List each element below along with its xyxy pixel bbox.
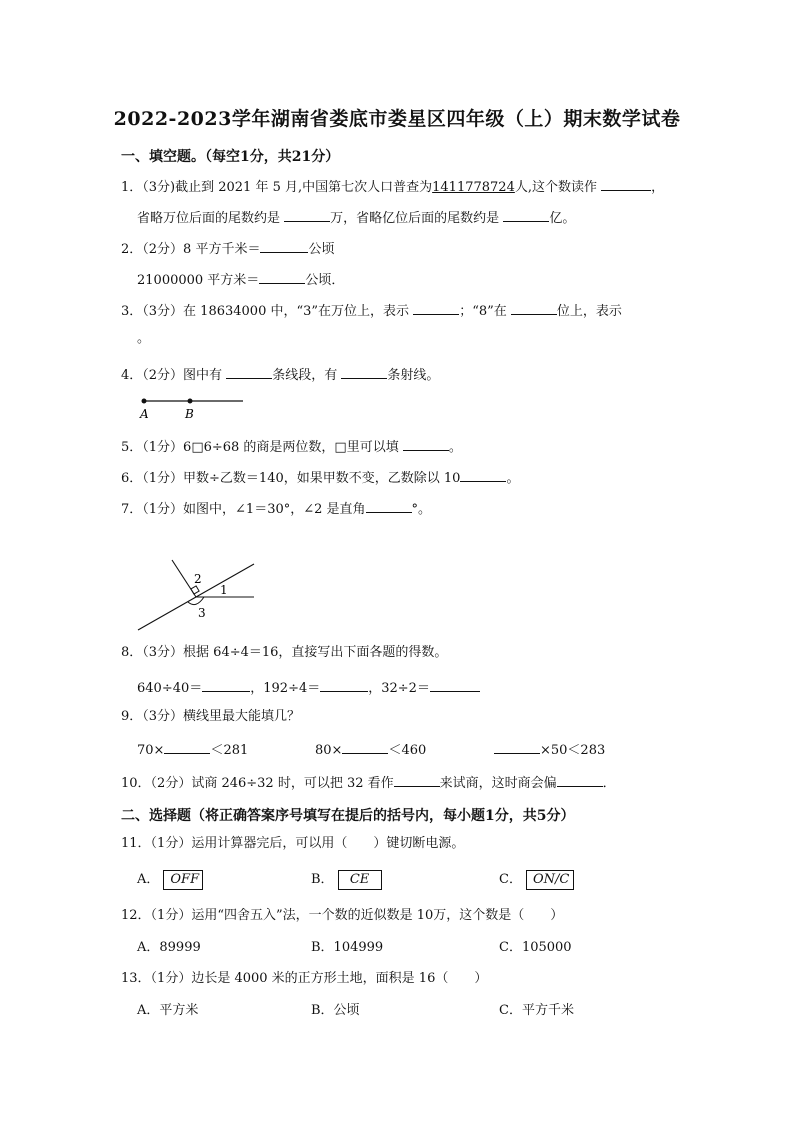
q11-key-off: OFF	[163, 870, 203, 890]
q1-line2-b: 万，省略亿位后面的尾数约是	[330, 211, 500, 226]
q4-point-a	[142, 399, 147, 404]
q12-option-a[interactable]: A．89999	[137, 940, 201, 955]
q3-blank-2[interactable]	[511, 300, 557, 315]
q2-text-a: 2．（2分）8 平方千米＝	[121, 242, 261, 257]
question-6	[121, 467, 519, 488]
q9-blank-1[interactable]	[164, 739, 210, 754]
q3-text-b: ；“8”在	[459, 304, 507, 319]
q6-text-b: 。	[506, 471, 520, 486]
question-8-answers	[137, 677, 480, 698]
question-1-line-2	[137, 207, 575, 228]
q4-label-b: B	[185, 407, 194, 421]
q11-key-onc: ON/C	[526, 870, 574, 890]
q12-option-b[interactable]: B．104999	[311, 940, 384, 955]
q1-line2-a: 省略万位后面的尾数约是	[137, 211, 281, 226]
q4-label-a: A	[140, 407, 149, 421]
q3-blank-1[interactable]	[413, 300, 459, 315]
section-1-heading: 一、填空题。（每空1分，共21分）	[121, 149, 340, 165]
q2-text-b: 公顷	[308, 242, 335, 257]
q4-line-figure	[138, 390, 248, 422]
question-4	[121, 364, 439, 385]
q10-blank-2[interactable]	[557, 772, 603, 787]
q8-blank-3[interactable]	[430, 677, 480, 692]
q4-blank-1[interactable]	[226, 364, 272, 379]
q4-point-b	[188, 399, 193, 404]
q9-item-2-a: 80×	[315, 743, 343, 758]
q1-text-c: ，	[651, 180, 665, 195]
q7-angle-1-label: 1	[220, 583, 228, 597]
question-1	[121, 176, 664, 197]
q4-text-c: 条射线。	[387, 368, 440, 383]
section-2-heading: 二、选择题（将正确答案序号填写在提后的括号内，每小题1分，共5分）	[121, 808, 575, 824]
q11-option-a-label: A．	[137, 872, 160, 887]
q9-item-3-b: ×50＜283	[540, 743, 606, 758]
exam-title: 2022-2023学年湖南省娄底市娄星区四年级（上）期末数学试卷	[113, 108, 681, 130]
q7-angle-3-label: 3	[198, 606, 206, 620]
q8-blank-2[interactable]	[320, 677, 368, 692]
q9-item-2-b: ＜460	[388, 743, 427, 758]
q9-item-2	[315, 739, 426, 760]
q11-option-b[interactable]	[311, 870, 382, 890]
q8-part-2: ，192÷4＝	[250, 681, 321, 696]
q2-text-d: 公顷．	[305, 273, 345, 288]
question-3	[121, 300, 622, 321]
q2-blank-1[interactable]	[260, 238, 308, 253]
q1-blank-2[interactable]	[284, 207, 330, 222]
q1-line2-c: 亿。	[549, 211, 576, 226]
q10-text-b: 来试商，这时商会偏	[439, 776, 557, 791]
q9-item-3	[494, 739, 605, 760]
q5-text-b: 。	[448, 440, 462, 455]
q3-tail: 。	[137, 331, 151, 346]
question-9: 9．（3分）横线里最大能填几？	[121, 709, 301, 724]
q7-blank[interactable]	[366, 498, 412, 513]
q9-item-1	[137, 739, 248, 760]
q6-blank[interactable]	[460, 467, 506, 482]
q10-text-c: ．	[602, 776, 616, 791]
q3-text-a: 3．（3分）在 18634000 中，“3”在万位上，表示	[121, 304, 410, 319]
question-10	[121, 772, 616, 793]
q7-text-a: 7．（1分）如图中，∠1＝30°，∠2 是直角	[121, 502, 366, 517]
q5-blank[interactable]	[403, 436, 449, 451]
question-11: 11．（1分）运用计算器完后，可以用（ ）键切断电源。	[121, 836, 465, 851]
q11-key-ce: CE	[338, 870, 382, 890]
q5-text-a: 5．（1分）6□6÷68 的商是两位数，□里可以填	[121, 440, 399, 455]
q1-number: 1411778724	[432, 180, 515, 195]
question-12: 12．（1分）运用“四舍五入”法，一个数的近似数是 10万，这个数是（ ）	[121, 908, 564, 923]
q9-item-1-b: ＜281	[210, 743, 249, 758]
q1-blank-3[interactable]	[503, 207, 549, 222]
q1-text-b: 人,这个数读作	[514, 180, 597, 195]
q6-text-a: 6．（1分）甲数÷乙数＝140，如果甲数不变，乙数除以 10	[121, 471, 461, 486]
q9-item-1-a: 70×	[137, 743, 165, 758]
q1-text-a: 1．（3分)截止到 2021 年 5 月,中国第七次人口普查为	[121, 180, 433, 195]
q11-option-b-label: B．	[311, 872, 334, 887]
q13-option-a[interactable]: A．平方米	[137, 1003, 199, 1018]
question-2-line-2	[137, 269, 344, 290]
question-13: 13．（1分）边长是 4000 米的正方形土地，面积是 16（ ）	[121, 971, 488, 986]
q8-part-1: 640÷40＝	[137, 681, 203, 696]
question-7	[121, 498, 431, 519]
q4-text-a: 4．（2分）图中有	[121, 368, 223, 383]
q9-blank-2[interactable]	[342, 739, 388, 754]
q10-blank-1[interactable]	[394, 772, 440, 787]
q13-option-b[interactable]: B．公顷	[311, 1003, 360, 1018]
question-2	[121, 238, 334, 259]
q10-text-a: 10．（2分）试商 246÷32 时，可以把 32 看作	[121, 776, 394, 791]
q7-angle-2-label: 2	[194, 572, 202, 586]
q1-blank-1[interactable]	[601, 176, 651, 191]
q7-text-b: °。	[411, 502, 432, 517]
q7-angle-figure	[138, 556, 258, 632]
q11-option-c[interactable]	[499, 870, 574, 890]
q4-text-b: 条线段，有	[272, 368, 338, 383]
q4-blank-2[interactable]	[341, 364, 387, 379]
q2-text-c: 21000000 平方米＝	[137, 273, 260, 288]
q12-option-c[interactable]: C．105000	[499, 940, 572, 955]
q3-text-c: 位上，表示	[556, 304, 622, 319]
q9-blank-3[interactable]	[494, 739, 540, 754]
question-5	[121, 436, 462, 457]
q8-part-3: ，32÷2＝	[368, 681, 430, 696]
q11-option-c-label: C．	[499, 872, 522, 887]
q8-blank-1[interactable]	[202, 677, 250, 692]
q2-blank-2[interactable]	[259, 269, 305, 284]
q11-option-a[interactable]	[137, 870, 203, 890]
q13-option-c[interactable]: C．平方千米	[499, 1003, 574, 1018]
question-8: 8．（3分）根据 64÷4＝16，直接写出下面各题的得数。	[121, 645, 448, 660]
